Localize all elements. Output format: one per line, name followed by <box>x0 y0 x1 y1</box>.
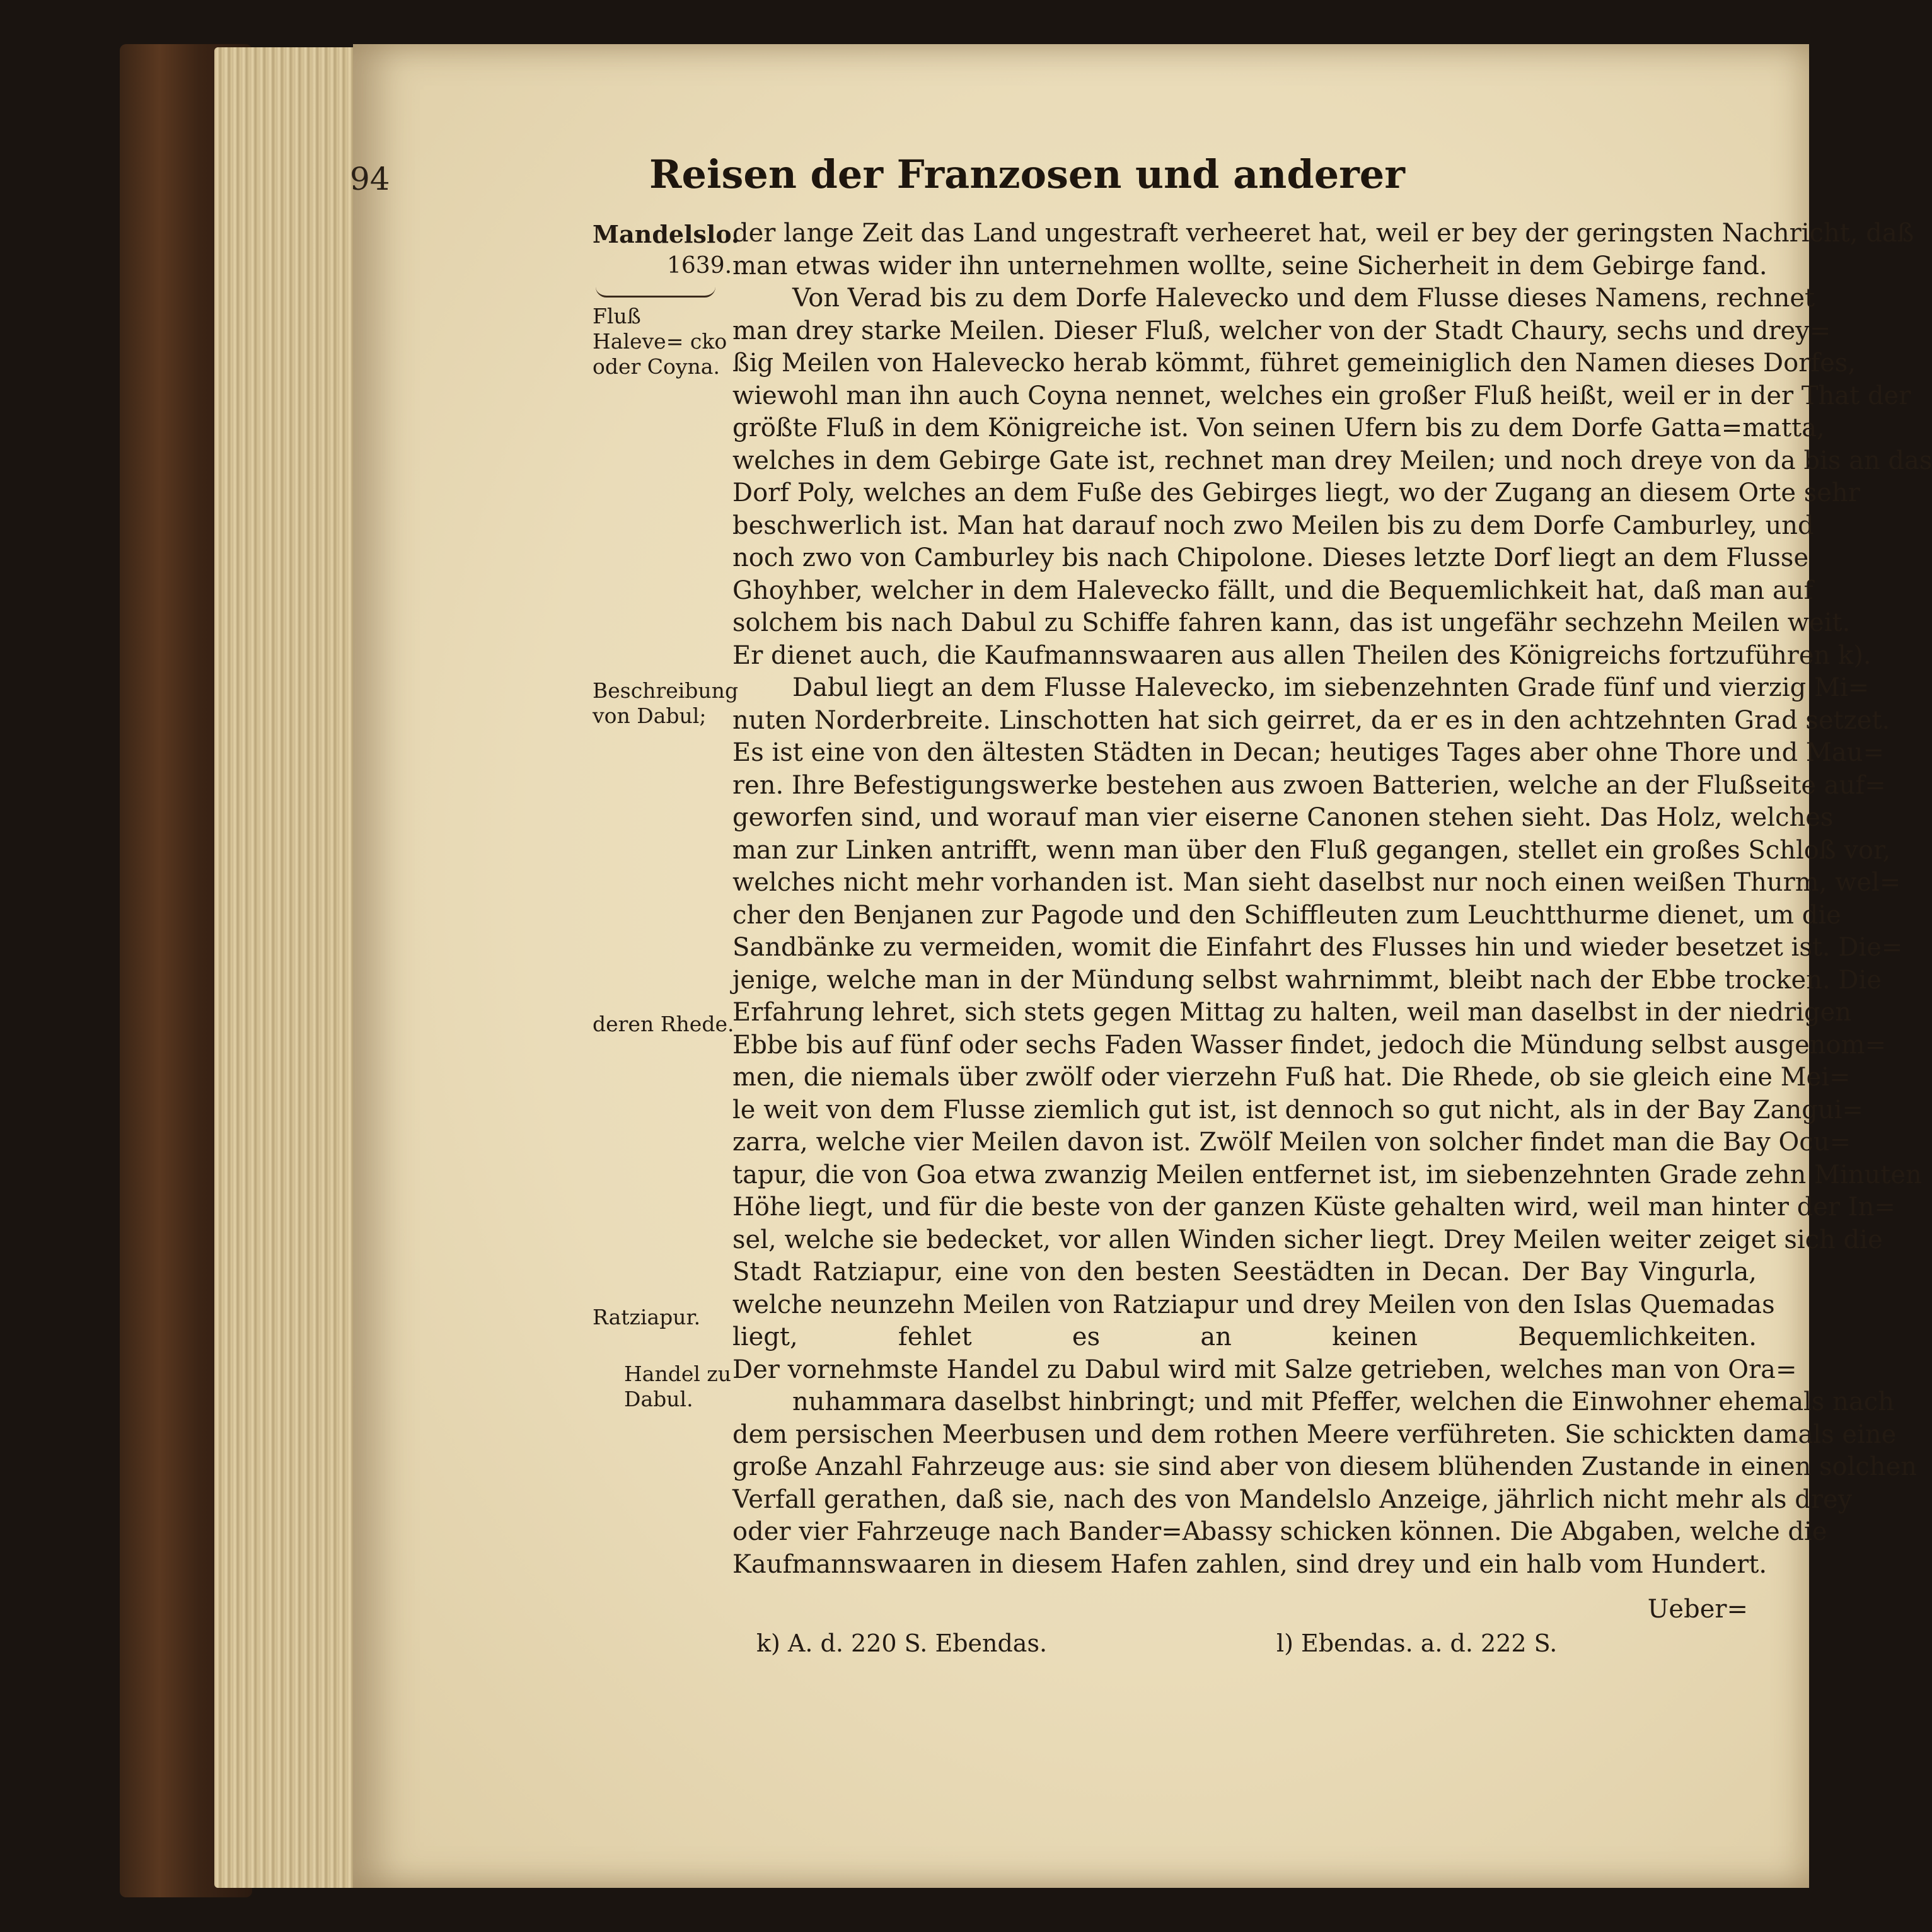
text-line: jenige, welche man in der Mündung selbst wahrnimmt, bleibt nach der Ebbe trocken. Die <box>732 965 1882 995</box>
text-line: beschwerlich ist. Man hat darauf noch zwo Meilen bis zu dem Dorfe Camburley, und <box>732 511 1814 540</box>
text-line: welche neunzehn Meilen von Ratziapur und drey Meilen von den Islas Quemadas <box>732 1290 1775 1319</box>
text-line: man etwas wider ihn unternehmen wollte, seine Sicherheit in dem Gebirge fand. <box>732 251 1767 281</box>
text-line: dem persischen Meerbusen und dem rothen Meere verführeten. Sie schickten damals eine <box>732 1420 1897 1449</box>
footnote-l: l) Ebendas. a. d. 222 S. <box>1276 1629 1558 1657</box>
margin-note-handel: Handel zu Dabul. <box>624 1362 732 1411</box>
text-line: nuhammara daselbst hinbringt; und mit Pfeffer, welchen die Einwohner ehemals nach <box>792 1387 1894 1416</box>
text-line: ßig Meilen von Halevecko herab kömmt, führet gemeiniglich den Namen dieses Dorfes, <box>732 349 1856 378</box>
main-text <box>732 217 1932 1581</box>
text-line: Höhe liegt, und für die beste von der ganzen Küste gehalten wird, weil man hinter der In= <box>732 1193 1895 1222</box>
running-title: Reisen der Franzosen und anderer <box>649 151 1405 197</box>
margin-note-rhede: deren Rhede. <box>593 1012 734 1036</box>
text-line: Es ist eine von den ältesten Städten in Decan; heutiges Tages aber ohne Thore und Mau= <box>732 738 1885 767</box>
text-line: solchem bis nach Dabul zu Schiffe fahren kann, das ist ungefähr sechzehn Meilen weit. <box>732 608 1851 637</box>
text-line: nuten Norderbreite. Linschotten hat sich geirret, da er es in den achtzehnten Grad setzet. <box>732 705 1890 735</box>
text-line: Kaufmannswaaren in diesem Hafen zahlen, sind drey und ein halb vom Hundert. <box>732 1549 1767 1579</box>
page-edges <box>214 47 359 1888</box>
text-line: größte Fluß in dem Königreiche ist. Von seinen Ufern bis zu dem Dorfe Gatta=matta, <box>732 414 1825 443</box>
text-line: Ebbe bis auf fünf oder sechs Faden Wasser findet, jedoch die Mündung selbst ausgenom= <box>732 1030 1887 1060</box>
text-line: Er dienet auch, die Kaufmannswaaren aus allen Theilen des Königreichs fortzuführen k). <box>732 640 1871 670</box>
margin-bracket <box>596 287 715 298</box>
catchword: Ueber= <box>1647 1595 1748 1624</box>
margin-year: 1639. <box>667 253 732 279</box>
text-line: geworfen sind, und worauf man vier eiserne Canonen stehen sieht. Das Holz, welches <box>732 803 1834 832</box>
text-line: ren. Ihre Befestigungswerke bestehen aus zwoen Batterien, welche an der Flußseite auf= <box>732 770 1886 800</box>
text-line: der lange Zeit das Land ungestraft verheeret hat, weil er bey der geringsten Nachricht, daß <box>732 219 1914 248</box>
page-number: 94 <box>350 161 390 197</box>
text-line: man drey starke Meilen. Dieser Fluß, welcher von der Stadt Chaury, sechs und drey= <box>732 316 1831 345</box>
text-line: Sandbänke zu vermeiden, womit die Einfahrt des Flusses hin und wieder besetzet ist. Die= <box>732 933 1903 962</box>
text-line: große Anzahl Fahrzeuge aus: sie sind aber von diesem blühenden Zustande in einen solchen <box>732 1452 1918 1481</box>
text-line: Verfall gerathen, daß sie, nach des von Mandelslo Anzeige, jährlich nicht mehr als drey <box>732 1484 1853 1514</box>
margin-note-fluss: Fluß Haleve= cko oder Coyna. <box>593 304 727 379</box>
text-line: welches nicht mehr vorhanden ist. Man sieht daselbst nur noch einen weißen Thurm, wel= <box>732 868 1901 897</box>
text-line: men, die niemals über zwölf oder vierzehn Fuß hat. Die Rhede, ob sie gleich eine Mei= <box>732 1063 1851 1092</box>
text-line: Stadt Ratziapur, eine von den besten Seestädten in Decan. Der Bay Vingurla, <box>732 1258 1757 1287</box>
text-line: sel, welche sie bedecket, vor allen Winden sicher liegt. Drey Meilen weiter zeiget sich die <box>732 1225 1883 1254</box>
text-line: noch zwo von Camburley bis nach Chipolone. Dieses letzte Dorf liegt an dem Flusse <box>732 543 1809 572</box>
margin-note-ratziapur: Ratziapur. <box>593 1305 701 1329</box>
text-line: man zur Linken antrifft, wenn man über den Fluß gegangen, stellet ein großes Schloß vor, <box>732 835 1891 865</box>
text-line: Dorf Poly, welches an dem Fuße des Gebirges liegt, wo der Zugang an diesem Orte sehr <box>732 478 1860 507</box>
footnotes <box>756 1629 1576 1667</box>
text-line: zarra, welche vier Meilen davon ist. Zwölf Meilen von solcher findet man die Bay Ocu= <box>732 1128 1851 1157</box>
text-line: cher den Benjanen zur Pagode und den Schiffleuten zum Leuchtthurme dienet, um die <box>732 900 1841 930</box>
text-line: le weit von dem Flusse ziemlich gut ist, ist dennoch so gut nicht, als in der Bay Zangui= <box>732 1095 1863 1125</box>
text-line: Von Verad bis zu dem Dorfe Halevecko und dem Flusse dieses Namens, rechnet <box>792 284 1815 313</box>
text-line: Erfahrung lehret, sich stets gegen Mittag zu halten, weil man daselbst in der niedrigen <box>732 998 1851 1027</box>
text-line: Ghoyhber, welcher in dem Halevecko fällt, und die Bequemlichkeit hat, daß man auf <box>732 576 1813 605</box>
text-line: liegt, fehlet es an keinen Bequemlichkeiten. <box>732 1322 1757 1351</box>
margin-author: Mandelslo. <box>593 220 740 248</box>
text-line: oder vier Fahrzeuge nach Bander=Abassy schicken können. Die Abgaben, welche die <box>732 1517 1827 1546</box>
text-line: Dabul liegt an dem Flusse Halevecko, im siebenzehnten Grade fünf und vierzig Mi= <box>792 673 1870 702</box>
text-line: welches in dem Gebirge Gate ist, rechnet man drey Meilen; und noch dreye von da bis an das <box>732 446 1932 475</box>
text-line: tapur, die von Goa etwa zwanzig Meilen entfernet ist, im siebenzehnten Grade zehn Minuten <box>732 1160 1922 1189</box>
text-line: wiewohl man ihn auch Coyna nennet, welches ein großer Fluß heißt, weil er in der That der <box>732 381 1911 410</box>
text-line: Der vornehmste Handel zu Dabul wird mit Salze getrieben, welches man von Ora= <box>732 1355 1797 1384</box>
margin-note-beschreibung: Beschreibung von Dabul; <box>593 678 739 728</box>
footnote-k: k) A. d. 220 S. Ebendas. <box>756 1629 1048 1657</box>
